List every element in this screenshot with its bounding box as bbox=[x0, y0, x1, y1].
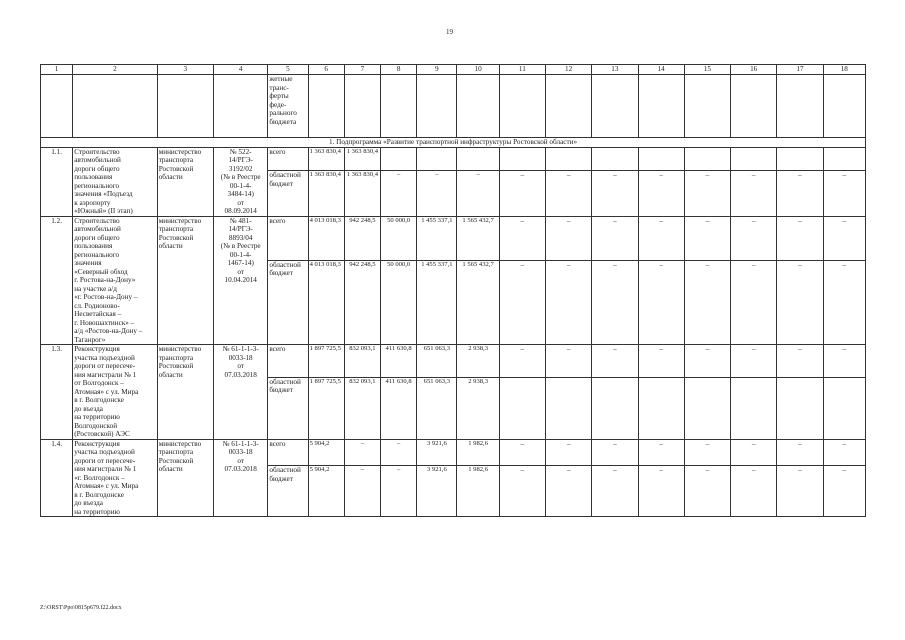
total-value: 5 904,2 bbox=[308, 439, 344, 466]
total-value: 1 363 830,4 bbox=[308, 171, 344, 216]
funding-source: областной бюджет bbox=[268, 377, 308, 439]
expertise-document: № 522- 14/РГЭ- 3192/02 (№ в Реестре 00-1-4- 3484-14) от 08.09.2014 bbox=[214, 147, 268, 216]
value-col14: – bbox=[638, 466, 684, 517]
value-col18 bbox=[823, 147, 865, 171]
value-col10: 1 982,6 bbox=[457, 439, 499, 466]
object-name: Реконструкция участка подъездной дороги от пересече- ния магистрали № 1 от Волгодонск – Атомная» с ул. Мира в г. Волгодонске до въезда на территорию Волгодонской (Ростовской) АЭС bbox=[73, 345, 158, 440]
value-col9: 3 921,6 bbox=[417, 466, 457, 517]
value-col12: – bbox=[545, 345, 591, 378]
value-col17 bbox=[777, 147, 823, 171]
subprogram-title: 1. Подпрограмма «Развитие транспортной инфраструктуры Ростовской области» bbox=[41, 138, 866, 148]
column-number-cell: 14 bbox=[638, 65, 684, 75]
value-col7: 832 093,1 bbox=[344, 345, 380, 378]
funding-source: всего bbox=[268, 147, 308, 171]
column-number-cell: 10 bbox=[457, 65, 499, 75]
value-col8: – bbox=[381, 466, 417, 517]
value-col9: 651 063,3 bbox=[417, 377, 457, 439]
value-col8: 411 630,8 bbox=[381, 345, 417, 378]
value-col13: – bbox=[592, 216, 638, 260]
value-col14 bbox=[638, 147, 684, 171]
column-number-cell: 5 bbox=[268, 65, 308, 75]
value-col7: – bbox=[344, 466, 380, 517]
total-value: 1 363 830,4 bbox=[308, 147, 344, 171]
column-number-cell: 11 bbox=[499, 65, 545, 75]
table-row bbox=[41, 147, 866, 171]
value-col17: – bbox=[777, 260, 823, 344]
value-col16: – bbox=[731, 260, 777, 344]
table-row bbox=[41, 345, 866, 378]
value-col10: – bbox=[457, 171, 499, 216]
column-number-cell: 17 bbox=[777, 65, 823, 75]
row-number: 1.2. bbox=[41, 216, 73, 345]
column-number-cell: 2 bbox=[73, 65, 158, 75]
total-value: 4 013 018,3 bbox=[308, 260, 344, 344]
column-number-cell: 9 bbox=[417, 65, 457, 75]
value-col13: – bbox=[592, 439, 638, 466]
object-name: Строительство автомобильной дороги общего пользования регионального значения «Подъезд к аэропорту «Южный» (II этап) bbox=[73, 147, 158, 216]
value-col16: – bbox=[731, 345, 777, 378]
row-number: 1.3. bbox=[41, 345, 73, 440]
column-number-cell: 1 bbox=[41, 65, 73, 75]
table-row bbox=[41, 216, 866, 260]
column-number-cell: 3 bbox=[157, 65, 213, 75]
value-col12: – bbox=[545, 216, 591, 260]
expertise-document: № 481- 14/РГЭ- 8893/04 (№ в Реестре 00-1-4- 1467-14) от 10.04.2014 bbox=[214, 216, 268, 345]
value-col18: – bbox=[823, 439, 865, 466]
value-col9: 1 455 337,1 bbox=[417, 260, 457, 344]
continued-col5-cell: жетные транс- ферты феде- рального бюджета bbox=[268, 75, 308, 138]
value-col7: 1 363 830,4 bbox=[344, 147, 380, 171]
funding-source: областной бюджет bbox=[268, 171, 308, 216]
value-col16 bbox=[731, 377, 777, 439]
value-col14: – bbox=[638, 260, 684, 344]
object-name: Реконструкция участка подъездной дороги от пересече- ния магистрали № 1 «г. Волгодонск – Атомная» с ул. Мира в г. Волгодонске до въезда на территорию bbox=[73, 439, 158, 517]
funding-source: всего bbox=[268, 216, 308, 260]
value-col12: – bbox=[545, 439, 591, 466]
executor: министерство транспорта Ростовской области bbox=[157, 216, 213, 345]
column-number-row bbox=[41, 65, 866, 75]
column-number-cell: 4 bbox=[214, 65, 268, 75]
value-col9: 651 063,3 bbox=[417, 345, 457, 378]
funding-source: всего bbox=[268, 345, 308, 378]
column-number-cell: 7 bbox=[344, 65, 380, 75]
value-col16: – bbox=[731, 216, 777, 260]
value-col17: – bbox=[777, 216, 823, 260]
value-col9: – bbox=[417, 171, 457, 216]
footer-path: Z:\ORST\Ppo\0815p679.f22.docx bbox=[40, 605, 122, 611]
value-col11: – bbox=[499, 439, 545, 466]
value-col7: 942 248,5 bbox=[344, 260, 380, 344]
value-col8: 411 630,8 bbox=[381, 377, 417, 439]
value-col10: 2 938,3 bbox=[457, 377, 499, 439]
column-number-cell: 15 bbox=[684, 65, 730, 75]
value-col7: 1 363 830,4 bbox=[344, 171, 380, 216]
total-value: 1 897 725,5 bbox=[308, 377, 344, 439]
value-col15: – bbox=[684, 260, 730, 344]
table-row bbox=[41, 439, 866, 466]
column-number-cell: 13 bbox=[592, 65, 638, 75]
value-col15 bbox=[684, 377, 730, 439]
column-number-cell: 8 bbox=[381, 65, 417, 75]
value-col14: – bbox=[638, 439, 684, 466]
value-col15: – bbox=[684, 439, 730, 466]
value-col10: 1 565 432,7 bbox=[457, 216, 499, 260]
value-col13: – bbox=[592, 466, 638, 517]
value-col10: 2 938,3 bbox=[457, 345, 499, 378]
value-col18: – bbox=[823, 171, 865, 216]
value-col10: 1 982,6 bbox=[457, 466, 499, 517]
funding-source: всего bbox=[268, 439, 308, 466]
page-number: 19 bbox=[446, 28, 453, 36]
value-col12 bbox=[545, 377, 591, 439]
value-col11 bbox=[499, 147, 545, 171]
column-number-cell: 16 bbox=[731, 65, 777, 75]
value-col13 bbox=[592, 377, 638, 439]
value-col13: – bbox=[592, 171, 638, 216]
value-col7: 942 248,5 bbox=[344, 216, 380, 260]
value-col14: – bbox=[638, 216, 684, 260]
value-col16: – bbox=[731, 466, 777, 517]
value-col12 bbox=[545, 147, 591, 171]
executor: министерство транспорта Ростовской области bbox=[157, 147, 213, 216]
row-number: 1.4. bbox=[41, 439, 73, 517]
column-number-cell: 12 bbox=[545, 65, 591, 75]
subprogram-row bbox=[41, 138, 866, 148]
value-col10: 1 565 432,7 bbox=[457, 260, 499, 344]
total-value: 1 897 725,5 bbox=[308, 345, 344, 378]
object-name: Строительство автомобильной дороги общего пользования регионального значения «Северный обход г. Ростова-на-Дону» на участке а/д «г. Ростов-на-Дону – сл. Родионово- Несветайская – г. Новошахтинск» – а/д «Ростов-на-Дону – Таганрог» bbox=[73, 216, 158, 345]
column-number-cell: 18 bbox=[823, 65, 865, 75]
value-col18: – bbox=[823, 260, 865, 344]
value-col8: 50 000,0 bbox=[381, 216, 417, 260]
value-col8: – bbox=[381, 439, 417, 466]
value-col18: – bbox=[823, 466, 865, 517]
value-col9: 1 455 337,1 bbox=[417, 216, 457, 260]
row-number: 1.1. bbox=[41, 147, 73, 216]
value-col12: – bbox=[545, 466, 591, 517]
column-number-cell: 6 bbox=[308, 65, 344, 75]
value-col11: – bbox=[499, 260, 545, 344]
value-col16 bbox=[731, 147, 777, 171]
value-col12: – bbox=[545, 171, 591, 216]
value-col13: – bbox=[592, 260, 638, 344]
value-col11 bbox=[499, 377, 545, 439]
value-col18 bbox=[823, 377, 865, 439]
value-col18: – bbox=[823, 216, 865, 260]
executor: министерство транспорта Ростовской области bbox=[157, 345, 213, 440]
value-col13 bbox=[592, 147, 638, 171]
expertise-document: № 61-1-1-3- 0033-18 от 07.03.2018 bbox=[214, 345, 268, 440]
value-col7: – bbox=[344, 439, 380, 466]
value-col14: – bbox=[638, 345, 684, 378]
value-col9 bbox=[417, 147, 457, 171]
value-col8: – bbox=[381, 171, 417, 216]
total-value: 5 904,2 bbox=[308, 466, 344, 517]
value-col17: – bbox=[777, 439, 823, 466]
value-col17: – bbox=[777, 171, 823, 216]
value-col11: – bbox=[499, 466, 545, 517]
value-col8: 50 000,0 bbox=[381, 260, 417, 344]
value-col15 bbox=[684, 147, 730, 171]
value-col12: – bbox=[545, 260, 591, 344]
value-col8 bbox=[381, 147, 417, 171]
expertise-document: № 61-1-1-3- 0033-18 от 07.03.2018 bbox=[214, 439, 268, 517]
value-col13: – bbox=[592, 345, 638, 378]
value-col11: – bbox=[499, 345, 545, 378]
funding-source: областной бюджет bbox=[268, 260, 308, 344]
value-col11: – bbox=[499, 216, 545, 260]
value-col7: 832 093,1 bbox=[344, 377, 380, 439]
value-col16: – bbox=[731, 439, 777, 466]
value-col18: – bbox=[823, 345, 865, 378]
value-col17 bbox=[777, 377, 823, 439]
continued-header-row bbox=[41, 75, 866, 138]
value-col15: – bbox=[684, 216, 730, 260]
budget-table bbox=[40, 64, 866, 517]
executor: министерство транспорта Ростовской области bbox=[157, 439, 213, 517]
value-col15: – bbox=[684, 466, 730, 517]
value-col14 bbox=[638, 377, 684, 439]
value-col9: 3 921,6 bbox=[417, 439, 457, 466]
funding-source: областной бюджет bbox=[268, 466, 308, 517]
value-col15: – bbox=[684, 345, 730, 378]
value-col10 bbox=[457, 147, 499, 171]
value-col14: – bbox=[638, 171, 684, 216]
total-value: 4 013 018,3 bbox=[308, 216, 344, 260]
value-col16: – bbox=[731, 171, 777, 216]
value-col17: – bbox=[777, 345, 823, 378]
value-col11: – bbox=[499, 171, 545, 216]
value-col17: – bbox=[777, 466, 823, 517]
value-col15: – bbox=[684, 171, 730, 216]
